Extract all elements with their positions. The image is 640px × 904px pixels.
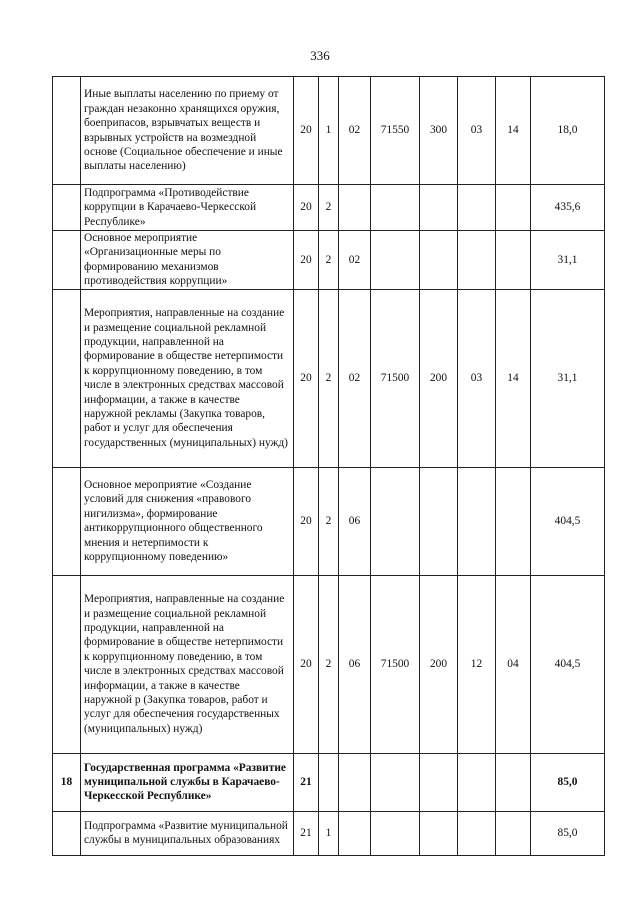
direction-code-cell: 71500 <box>371 575 420 753</box>
program-code-cell: 20 <box>294 231 319 290</box>
main-measure-code-cell: 06 <box>339 575 371 753</box>
item-name-cell: Мероприятия, направленные на создание и размещение социальной рекламной продукции, направленной на формирование в обществе нетерпимости к коррупционному поведению, в том числе в электронных средствах массовой информации, а также в качестве наружной р (Закупка товаров, работ и услуг для обеспечения государственных (муниципальных) нужд) <box>81 575 294 753</box>
subsection-cell <box>496 185 531 231</box>
section-cell <box>458 231 496 290</box>
section-cell <box>458 467 496 575</box>
direction-code-cell <box>371 811 420 855</box>
program-code-cell: 20 <box>294 575 319 753</box>
budget-table <box>52 76 605 856</box>
amount-cell: 404,5 <box>531 467 605 575</box>
direction-code-cell <box>371 753 420 811</box>
subprogram-code-cell: 2 <box>319 185 339 231</box>
page-number: 336 <box>310 48 330 63</box>
table-row <box>53 811 605 855</box>
table-row <box>53 753 605 811</box>
table-row <box>53 231 605 290</box>
direction-code-cell <box>371 231 420 290</box>
expense-type-cell <box>420 185 458 231</box>
subsection-cell: 14 <box>496 77 531 185</box>
main-measure-code-cell: 02 <box>339 231 371 290</box>
program-code-cell: 20 <box>294 185 319 231</box>
section-cell: 03 <box>458 289 496 467</box>
amount-cell: 31,1 <box>531 289 605 467</box>
subsection-cell <box>496 753 531 811</box>
item-name-cell: Иные выплаты населению по приему от граждан незаконно хранящихся оружия, боеприпасов, взрывчатых веществ и взрывных устройств на возмездной основе (Социальное обеспечение и иные выплаты населению) <box>81 77 294 185</box>
program-code-cell: 20 <box>294 467 319 575</box>
program-code-cell: 21 <box>294 811 319 855</box>
section-cell: 12 <box>458 575 496 753</box>
subsection-cell: 04 <box>496 575 531 753</box>
main-measure-code-cell <box>339 753 371 811</box>
subprogram-code-cell: 1 <box>319 77 339 185</box>
row-number-cell <box>53 467 81 575</box>
section-cell <box>458 753 496 811</box>
table-row <box>53 467 605 575</box>
subsection-cell <box>496 811 531 855</box>
program-code-cell: 20 <box>294 289 319 467</box>
subprogram-code-cell: 2 <box>319 467 339 575</box>
program-code-cell: 20 <box>294 77 319 185</box>
amount-cell: 404,5 <box>531 575 605 753</box>
subprogram-code-cell: 1 <box>319 811 339 855</box>
item-name-cell: Подпрограмма «Противодействие коррупции в Карачаево-Черкесской Республике» <box>81 185 294 231</box>
item-name-cell: Основное мероприятие «Создание условий для снижения «правового нигилизма», формирование антикоррупционного общественного мнения и нетерпимости к коррупционному поведению» <box>81 467 294 575</box>
subprogram-code-cell: 2 <box>319 289 339 467</box>
row-number-cell <box>53 77 81 185</box>
amount-cell: 85,0 <box>531 811 605 855</box>
subsection-cell <box>496 467 531 575</box>
amount-cell: 85,0 <box>531 753 605 811</box>
item-name-cell: Основное мероприятие «Организационные меры по формированию механизмов противодействия коррупции» <box>81 231 294 290</box>
item-name-cell: Мероприятия, направленные на создание и размещение социальной рекламной продукции, направленной на формирование в обществе нетерпимости к коррупционному поведению, в том числе в электронных средствах массовой информации, а также в качестве наружной рекламы (Закупка товаров, работ и услуг для обеспечения государственных (муниципальных) нужд) <box>81 289 294 467</box>
expense-type-cell <box>420 811 458 855</box>
program-code-cell: 21 <box>294 753 319 811</box>
direction-code-cell <box>371 467 420 575</box>
direction-code-cell: 71500 <box>371 289 420 467</box>
main-measure-code-cell: 06 <box>339 467 371 575</box>
expense-type-cell <box>420 753 458 811</box>
expense-type-cell: 300 <box>420 77 458 185</box>
main-measure-code-cell <box>339 185 371 231</box>
amount-cell: 31,1 <box>531 231 605 290</box>
expense-type-cell <box>420 231 458 290</box>
row-number-cell <box>53 811 81 855</box>
amount-cell: 18,0 <box>531 77 605 185</box>
table-row <box>53 289 605 467</box>
table-row <box>53 185 605 231</box>
row-number-cell <box>53 185 81 231</box>
expense-type-cell: 200 <box>420 289 458 467</box>
direction-code-cell: 71550 <box>371 77 420 185</box>
row-number-cell <box>53 575 81 753</box>
expense-type-cell: 200 <box>420 575 458 753</box>
subprogram-code-cell <box>319 753 339 811</box>
table-row <box>53 575 605 753</box>
row-number-cell <box>53 231 81 290</box>
item-name-cell: Государственная программа «Развитие муниципальной службы в Карачаево-Черкесской Республике» <box>81 753 294 811</box>
subprogram-code-cell: 2 <box>319 231 339 290</box>
row-number-cell: 18 <box>53 753 81 811</box>
direction-code-cell <box>371 185 420 231</box>
section-cell: 03 <box>458 77 496 185</box>
subsection-cell <box>496 231 531 290</box>
amount-cell: 435,6 <box>531 185 605 231</box>
expense-type-cell <box>420 467 458 575</box>
main-measure-code-cell: 02 <box>339 289 371 467</box>
main-measure-code-cell <box>339 811 371 855</box>
section-cell <box>458 811 496 855</box>
subprogram-code-cell: 2 <box>319 575 339 753</box>
subsection-cell: 14 <box>496 289 531 467</box>
section-cell <box>458 185 496 231</box>
item-name-cell: Подпрограмма «Развитие муниципальной службы в муниципальных образованиях <box>81 811 294 855</box>
row-number-cell <box>53 289 81 467</box>
main-measure-code-cell: 02 <box>339 77 371 185</box>
table-row <box>53 77 605 185</box>
